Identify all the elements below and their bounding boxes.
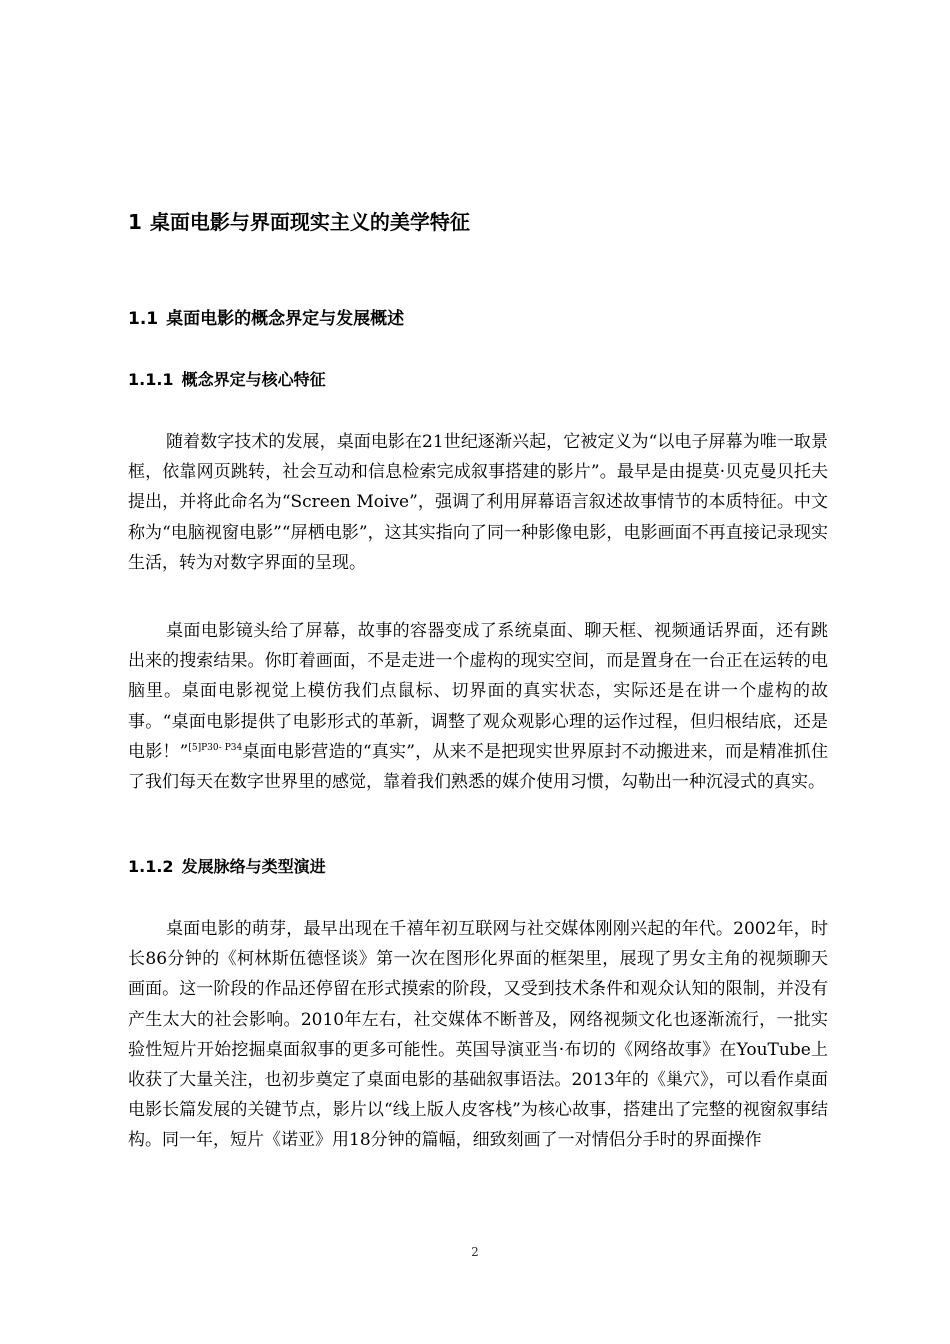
- page-number: 2: [471, 1245, 479, 1259]
- subsubsection-number: 1.1.1: [128, 370, 174, 389]
- subsubsection-heading-1: [128, 368, 326, 392]
- body-paragraph-3: 桌面电影的萌芽，最早出现在千禧年初互联网与社交媒体刚刚兴起的年代。2002年，时长86分钟的《柯林斯伍德怪谈》第一次在图形化界面的框架里，展现了男女主角的视频聊天画面。这一阶段的作品还停留在形式摸索的阶段，又受到技术条件和观众认知的限制，并没有产生太大的社会影响。2010年左右，社交媒体不断普及，网络视频文化也逐渐流行，一批实验性短片开始挖掘桌面叙事的更多可能性。英国导演亚当·布切的《网络故事》在YouTube上收获了大量关注，也初步奠定了桌面电影的基础叙事语法。2013年的《巢穴》，可以看作桌面电影长篇发展的关键节点，影片以“线上版人皮客栈”为核心故事，搭建出了完整的视窗叙事结构。同一年，短片《诺亚》用18分钟的篇幅，细致刻画了一对情侣分手时的界面操作: [128, 919, 828, 1151]
- subsubsection-number: 1.1.2: [128, 857, 174, 876]
- subsection-title: 桌面电影的概念界定与发展概述: [166, 309, 405, 329]
- section-number: 1: [128, 210, 142, 234]
- body-paragraph-2: [128, 616, 828, 797]
- citation-superscript: [5]P30- P34: [188, 742, 243, 753]
- subsubsection-heading-2: [128, 855, 326, 879]
- subsection-number: 1.1: [128, 309, 159, 329]
- section-heading: [128, 208, 470, 236]
- paragraph-text: 桌面电影营造的“真实”，从来不是把现实世界原封不动搬进来，而是精准抓住了我们每天在数字世界里的感觉，靠着我们熟悉的媒介使用习惯，勾勒出一种沉浸式的真实。: [128, 741, 828, 793]
- paragraph-text: 桌面电影镜头给了屏幕，故事的容器变成了系统桌面、聊天框、视频通话界面，还有跳出来的搜索结果。你盯着画面，不是走进一个虚构的现实空间，而是置身在一台正在运转的电脑里。桌面电影视觉上模仿我们点鼠标、切界面的真实状态，实际还是在讲一个虚构的故事。“桌面电影提供了电影形式的革新，调整了观众观影心理的运作过程，但归根结底，还是电影！”: [128, 621, 828, 762]
- body-paragraph-1: 随着数字技术的发展，桌面电影在21世纪逐渐兴起，它被定义为“以电子屏幕为唯一取景框，依靠网页跳转，社会互动和信息检索完成叙事搭建的影片”。最早是由提莫·贝克曼贝托夫提出，并将此命名为“Screen Moive”，强调了利用屏幕语言叙述故事情节的本质特征。中文称为“电脑视窗电影”“屏栖电影”，这其实指向了同一种影像电影，电影画面不再直接记录现实生活，转为对数字界面的呈现。: [128, 432, 828, 573]
- subsubsection-title: 概念界定与核心特征: [181, 370, 326, 389]
- section-title: 桌面电影与界面现实主义的美学特征: [149, 210, 470, 234]
- subsection-heading: [128, 307, 404, 331]
- subsubsection-title: 发展脉络与类型演进: [181, 857, 326, 876]
